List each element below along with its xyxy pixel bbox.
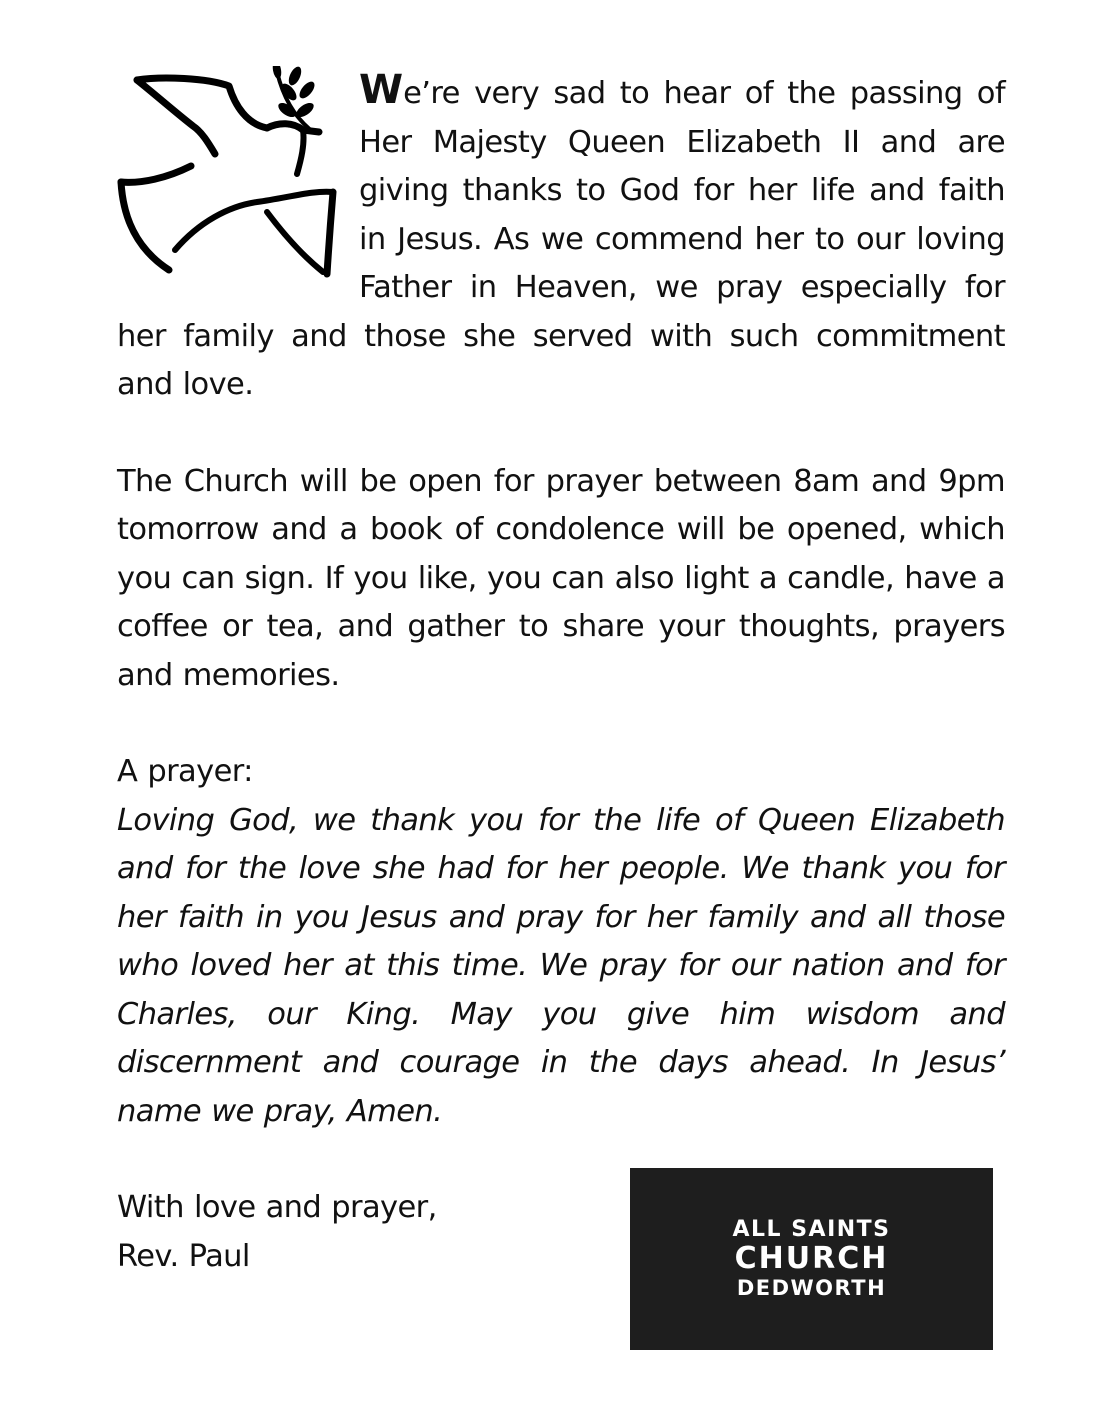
logo-line-church: CHURCH	[734, 1241, 889, 1276]
church-logo	[630, 1168, 993, 1350]
intro-text: e’re very sad to hear of the passing of Her Majesty Queen Elizabeth II and are giving thanks to God for her life and faith in Jesus. As we commend her to our loving Father in Heaven, we pray especially for her family and those she served with such commitment and love.	[117, 76, 1005, 402]
letter-body	[117, 66, 1005, 1281]
prayer-heading: A prayer:	[117, 754, 253, 789]
logo-line-dedworth: DEDWORTH	[736, 1276, 887, 1300]
signoff-signature: Rev. Paul	[117, 1238, 250, 1274]
signoff-greeting: With love and prayer,	[117, 1190, 437, 1225]
prayer-text: Loving God, we thank you for the life of Queen Elizabeth and for the love she had for her people. We thank you for her faith in you Jesus and pray for her family and all those who loved her at this time. We pray for our nation and for Charles, our King. May you give him wisdom and discernment and courage in the days ahead. In Jesus’ name we pray, Amen.	[117, 802, 1005, 1129]
opening-hours-paragraph: The Church will be open for prayer between 8am and 9pm tomorrow and a book of condolence will be opened, which you can sign. If you like, you can also light a candle, have a coffee or tea, and gather to share your thoughts, prayers and memories.	[117, 463, 1005, 693]
logo-line-all-saints: ALL SAINTS	[732, 1217, 891, 1242]
drop-cap: W	[359, 67, 404, 113]
dove-with-olive-branch-icon	[117, 66, 343, 280]
